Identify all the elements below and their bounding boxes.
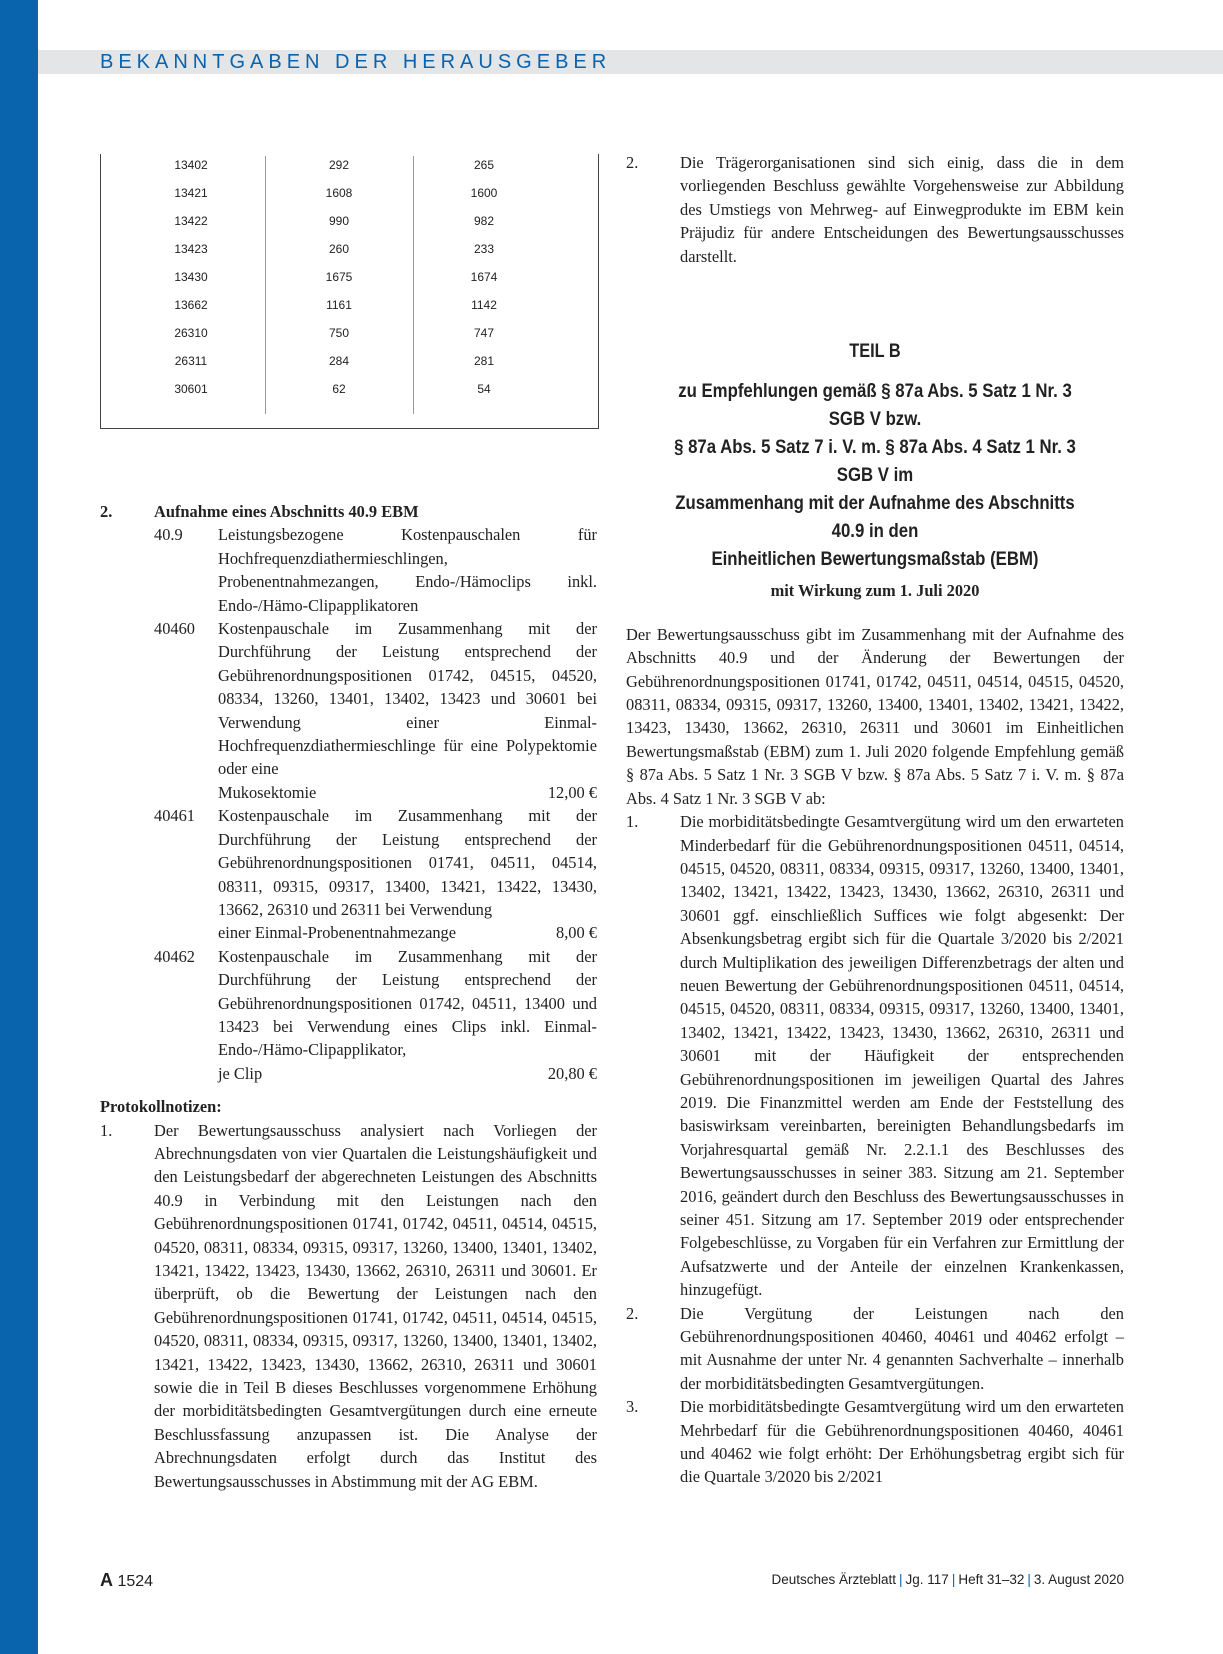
entry-text: Leistungsbezogene Kostenpauschalen für Hochfrequenzdiathermieschlingen, Probenentnahmezangen, Endo-/Hämoclips inkl. Endo-/Hämo-Clipapplikatoren (218, 525, 597, 615)
ebm-entry (154, 617, 597, 804)
table-row (101, 186, 598, 206)
entry-code: 40460 (154, 619, 195, 639)
protokoll-note (100, 1119, 597, 1494)
item-text: Die morbiditätsbedingte Gesamtvergütung wird um den erwarteten Minderbedarf für die Gebührenordnungspositionen 04511, 04514, 04515, 04520, 08311, 08334, 09315, 09317, 13260, 13400, 13401, 13402, 13421, 13422, 13423, 13430, 13662, 26310, 26311 und 30601 ggf. einschließlich Suffices wie folgt abgesenkt: Der Absenkungsbetrag ergibt sich für die Quartale 3/2020 bis 2/2021 durch Multiplikation des jeweiligen Differenzbetrags der alten und neuen Bewertung der Gebührenordnungspositionen 04511, 04514, 04515, 04520, 08311, 08334, 09315, 09317, 13260, 13400, 13401, 13402, 13421, 13422, 13423, 13430, 13662, 26310, 26311 und 30601 mit der Häufigkeit der entsprechenden Gebührenordnungspositionen im jeweiligen Quartal des Jahres 2019. Die Finanzmittel werden am Ende der Feststellung des basiswirksam vereinbarten, bereinigten Behandlungsbedarfs im Vorjahresquartal gemäß Nr. 2.2.1.1 des Beschlusses des Bewertungsausschusses in seiner 383. Sitzung am 21. September 2016, geändert durch den Beschluss des Bewertungsausschusses in seiner 451. Sitzung am 17. September 2019 oder entsprechender Folgebeschlüsse, zu Vorgaben für ein Verfahren zur Ermittlung der Aufsatzwerte und der Anteile der einzelnen Krankenkassen, hinzugefügt. (680, 812, 1124, 1300)
number-table (100, 154, 599, 429)
journal-date: 3. August 2020 (1033, 1572, 1124, 1587)
item-number: 1. (626, 812, 639, 832)
section-title: Aufnahme eines Abschnitts 40.9 EBM (154, 502, 419, 521)
teil-title-line: zu Empfehlungen gemäß § 87a Abs. 5 Satz 1 Nr. 3 SGB V bzw. (678, 380, 1072, 431)
table-row (101, 354, 598, 374)
protokoll-heading: Protokollnotizen: (100, 1097, 222, 1117)
item-number: 2. (626, 1303, 639, 1323)
table-cell: 30601 (174, 382, 208, 396)
table-row (101, 326, 598, 346)
journal-footer: Deutsches Ärzteblatt | Jg. 117 | Heft 31–32 | 3. August 2020 (771, 1572, 1124, 1587)
protokoll-note (626, 151, 1124, 268)
entry-last-line: einer Einmal-Probenentnahmezange (218, 923, 457, 943)
table-cell: 13423 (174, 242, 208, 256)
effective-date: mit Wirkung zum 1. Juli 2020 (770, 581, 980, 601)
table-cell: 265 (473, 158, 495, 172)
table-row (101, 158, 598, 178)
teil-title-line: § 87a Abs. 5 Satz 7 i. V. m. § 87a Abs. 4 Satz 1 Nr. 3 SGB V im (674, 436, 1076, 487)
table-row (101, 298, 598, 318)
table-cell: 62 (332, 382, 346, 396)
table-row (101, 242, 598, 262)
note-number: 1. (100, 1120, 113, 1140)
table-cell: 13421 (174, 186, 208, 200)
table-row (101, 382, 598, 402)
item-text: Die Vergütung der Leistungen nach den Gebührenordnungspositionen 40460, 40461 und 40462 erfolgt – mit Ausnahme der unter Nr. 4 genannten Sachverhalte – innerhalb der morbiditätsbedingten Gesamtvergütungen. (680, 1303, 1124, 1393)
table-cell: 26310 (174, 326, 208, 340)
section-number: 2. (100, 502, 113, 521)
teil-title-line: Zusammenhang mit der Aufnahme des Abschnitts 40.9 in den (675, 492, 1075, 543)
table-cell: 54 (477, 382, 491, 396)
entry-price: 12,00 € (547, 782, 597, 802)
item-number: 3. (626, 1397, 639, 1417)
teil-heading: TEIL B (849, 341, 901, 363)
table-cell: 1675 (325, 270, 353, 284)
page-number-value: 1524 (117, 1573, 154, 1590)
table-cell: 26311 (174, 354, 208, 368)
table-cell: 982 (473, 214, 495, 228)
table-cell: 1674 (470, 270, 498, 284)
entry-price: 8,00 € (556, 923, 597, 943)
table-cell: 260 (328, 242, 350, 256)
table-cell: 1608 (325, 186, 353, 200)
entry-code: 40462 (154, 946, 195, 966)
journal-volume: Jg. 117 (905, 1572, 949, 1587)
ebm-entry (154, 804, 597, 944)
entry-text: Kostenpauschale im Zusammenhang mit der Durchführung der Leistung entsprechend der Gebührenordnungspositionen 01742, 04511, 13400 und 13423 bei Verwendung eines Clips inkl. Einmal-Endo-/Hämo-Clipapplikator, (218, 946, 597, 1060)
table-cell: 233 (473, 242, 495, 256)
table-cell: 292 (328, 158, 350, 172)
entry-text: Kostenpauschale im Zusammenhang mit der Durchführung der Leistung entsprechend der Gebührenordnungspositionen 01741, 04511, 04514, 08311, 09315, 09317, 13400, 13421, 13422, 13430, 13662, 26310 und 26311 bei Verwendung (218, 806, 597, 919)
teil-title (626, 377, 1124, 573)
intro-paragraph: Der Bewertungsausschuss gibt im Zusammenhang mit der Aufnahme des Abschnitts 40.9 und der Änderung der Bewertungen der Gebührenordnungspositionen 01741, 01742, 04511, 04514, 04515, 04520, 08311, 08334, 09315, 09317, 13260, 13400, 13401, 13402, 13421, 13422, 13423, 13430, 13662, 26310, 26311 und 30601 im Einheitlichen Bewertungsmaßstab (EBM) zum 1. Juli 2020 folgende Empfehlung gemäß § 87a Abs. 5 Satz 1 Nr. 3 SGB V bzw. § 87a Abs. 5 Satz 7 i. V. m. § 87a Abs. 4 Satz 1 Nr. 3 SGB V ab: (626, 624, 1124, 808)
table-cell: 13662 (174, 298, 208, 312)
table-cell: 13422 (174, 214, 208, 228)
table-cell: 284 (328, 354, 350, 368)
item-text: Die morbiditätsbedingte Gesamtvergütung wird um den erwarteten Mehrbedarf für die Gebührenordnungspositionen 40460, 40461 und 40462 wie folgt erhöht: Der Erhöhungsbetrag ergibt sich für die Quartale 3/2020 bis 2/2021 (680, 1397, 1124, 1487)
table-row (101, 270, 598, 290)
table-cell: 281 (473, 354, 495, 368)
note-text: Die Trägerorganisationen sind sich einig, dass die in dem vorliegenden Beschluss gewählte Vorgehensweise zur Abbildung des Umstiegs von Mehrweg- auf Einwegprodukte im EBM kein Präjudiz für andere Entscheidungen des Bewertungsausschusses darstellt. (680, 153, 1124, 266)
table-cell: 13430 (174, 270, 208, 284)
recommendation-item (626, 810, 1124, 1302)
table-cell: 990 (328, 214, 350, 228)
entry-price: 20,80 € (547, 1063, 597, 1083)
entry-code: 40.9 (154, 525, 183, 545)
section-heading (100, 500, 597, 523)
table-cell: 1161 (326, 298, 352, 312)
table-row (101, 214, 598, 234)
page-number (100, 1570, 153, 1591)
note-text: Der Bewertungsausschuss analysiert nach Vorliegen der Abrechnungsdaten von vier Quartalen die Leistungshäufigkeit und den Leistungsbedarf der abgerechneten Leistungen des Abschnitts 40.9 in Verbindung mit den Leistungen nach den Gebührenordnungspositionen 01741, 01742, 04511, 04514, 04515, 04520, 08311, 08334, 09315, 09317, 13260, 13400, 13401, 13402, 13421, 13422, 13423, 13430, 13662, 26310, 26311 und 30601. Er überprüft, ob die Bewertung der Leistungen nach den Gebührenordnungspositionen 01741, 01742, 04511, 04514, 04515, 04520, 08311, 08334, 09315, 09317, 13260, 13400, 13401, 13402, 13421, 13422, 13423, 13430, 13662, 26310, 26311 und 30601 sowie die in Teil B dieses Beschlusses vorgenommene Erhöhung der morbiditätsbedingten Gesamtvergütungen durch eine erneute Beschlussfassung anzupassen ist. Die Analyse der Abrechnungsdaten erfolgt durch das Institut des Bewertungsausschusses in Abstimmung mit der AG EBM. (154, 1120, 597, 1491)
side-color-bar (0, 0, 38, 1654)
ebm-entry (154, 523, 597, 617)
table-cell: 1600 (470, 186, 498, 200)
entry-code: 40461 (154, 806, 195, 826)
section-header: BEKANNTGABEN DER HERAUSGEBER (100, 51, 612, 73)
recommendation-item (626, 1302, 1124, 1396)
table-cell: 13402 (174, 158, 208, 172)
table-cell: 750 (328, 326, 350, 340)
journal-name: Deutsches Ärzteblatt (771, 1572, 897, 1587)
entry-last-line: je Clip (218, 1063, 263, 1083)
ebm-entry (154, 945, 597, 1085)
teil-title-line: Einheitlichen Bewertungsmaßstab (EBM) (711, 548, 1039, 571)
page-letter: A (100, 1570, 113, 1590)
table-cell: 1142 (471, 298, 497, 312)
table-cell: 747 (473, 326, 495, 340)
entry-text: Kostenpauschale im Zusammenhang mit der Durchführung der Leistung entsprechend der Gebührenordnungspositionen 01742, 04515, 04520, 08334, 13260, 13401, 13402, 13423 und 30601 bei Verwendung einer Einmal-Hochfrequenzdiathermieschlinge für eine Polypektomie oder eine (218, 619, 597, 779)
entry-last-line: Mukosektomie (218, 782, 317, 802)
recommendation-item (626, 1395, 1124, 1489)
left-column (100, 500, 597, 1493)
note-number: 2. (626, 153, 639, 172)
right-column (626, 151, 1124, 1489)
journal-issue: Heft 31–32 (958, 1572, 1025, 1587)
